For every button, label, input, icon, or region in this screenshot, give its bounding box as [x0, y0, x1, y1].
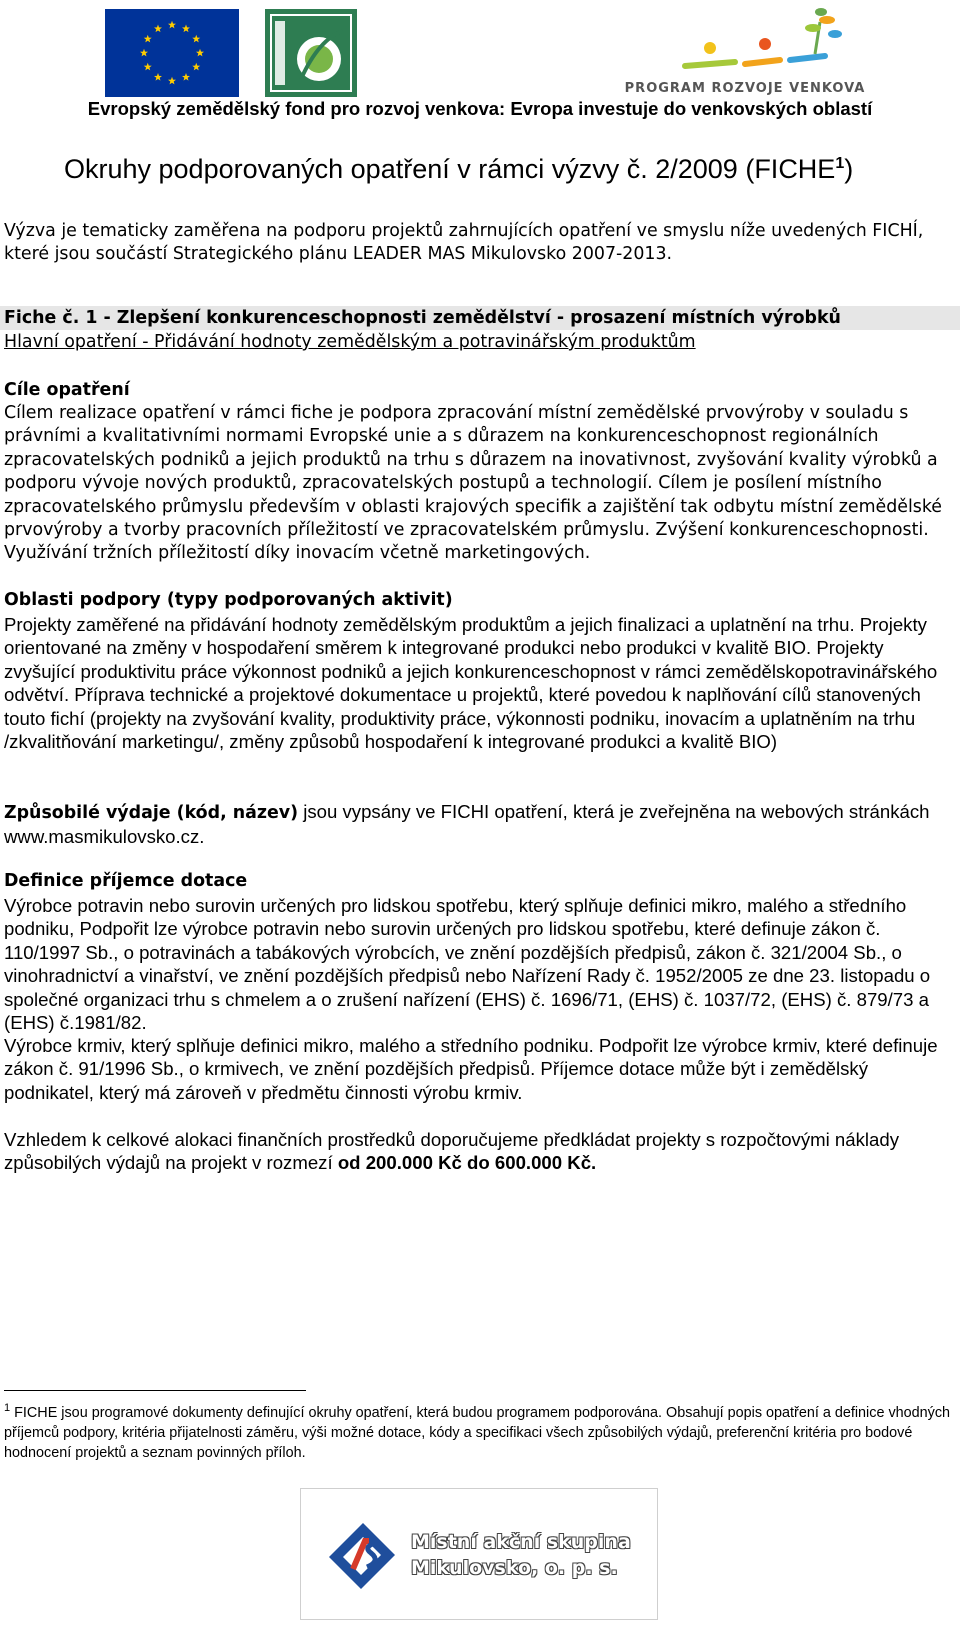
prv-emblem-icon: [615, 6, 875, 78]
eu-flag-logo: [105, 9, 239, 97]
recipient-heading: Definice příjemce dotace: [4, 871, 248, 891]
allocation-paragraph: [4, 1128, 954, 1175]
footnote-number: 1: [4, 1402, 11, 1414]
mas-logo-line-2: Mikulovsko, o. p. s.: [411, 1557, 618, 1579]
goals-heading: Cíle opatření: [4, 380, 130, 400]
main-measure: Hlavní opatření - Přidávání hodnoty zemědělským a potravinářským produktům: [4, 332, 696, 352]
header-logos: [0, 6, 960, 98]
mas-mikulovsko-logo: [300, 1488, 658, 1620]
recipient-paragraph-2: Výrobce krmiv, který splňuje definici mikro, malého a středního podniku. Podpořit lze výrobce krmiv, které definuje zákon č. 91/1996 Sb., o krmivech, ve znění pozdějších předpisů. Příjemce dotace může být i zemědělský podnikatel, který má zároveň v předmětu činnosti výrobu krmiv.: [4, 1035, 938, 1103]
fund-line: Evropský zemědělský fond pro rozvoj venkova: Evropa investuje do venkovských oblastí: [87, 98, 873, 119]
document-title: [64, 154, 944, 185]
footnote-divider: [4, 1390, 306, 1391]
mas-emblem-icon: [323, 1517, 401, 1595]
expenses-text: jsou vypsány ve FICHI opatření, která je zveřejněna na webových stránkách www.masmikulovsko.cz.: [4, 801, 930, 848]
prv-logo-text: PROGRAM ROZVOJE VENKOVA: [624, 81, 866, 96]
recipient-paragraph-1: Výrobce potravin nebo surovin určených pro lidskou spotřebu, který splňuje definici mikro, malého a středního podniku, Podpořit lze výrobce potravin nebo surovin určených pro lidskou spotřebu, které definuje zákon č. 110/1997 Sb., o potravinách a tabákových výrobcích, ve znění pozdějších předpisů, zákon č. 321/2004 Sb., o vinohradnictví a vinařství, ve znění pozdějších předpisů nebo Nařízení Rady č. 1952/2005 ze dne 23. listopadu o společné organizaci trhu s chmelem a o zrušení nařízení (EHS) č. 1696/71, (EHS) č. 1037/72, (EHS) č. 879/73 a (EHS) č.1981/82.: [4, 895, 931, 1034]
expenses-label: Způsobilé výdaje (kód, název): [4, 803, 299, 823]
areas-paragraph: Projekty zaměřené na přidávání hodnoty zemědělským produktům a jejich finalizaci a uplatnění na trhu. Projekty orientované na změny v hospodaření směrem k integrované produkci nebo produkci v kvalitě BIO. Projekty zvyšující produktivitu práce výkonnost podniků a jejich konkurenceschopnost v rámci zemědělskopotravinářského odvětví. Příprava technické a projektové dokumentace u projektů, které povedou k naplňování cílů stanovených touto fichí (projekty na zvyšování kvality, produktivity práce, výkonnosti podniku, inovacím a uplatněním na trhu /zkvalitňování marketingu/, změny způsobů hospodaření k integrované produkci a kvalitě BIO): [4, 614, 938, 753]
document-title-close: ): [844, 154, 854, 184]
allocation-range: od 200.000 Kč do 600.000 Kč.: [337, 1152, 597, 1174]
areas-heading: Oblasti podpory (typy podporovaných aktivit): [4, 590, 453, 610]
expenses-paragraph: [4, 800, 954, 849]
footnote-text: FICHE jsou programové dokumenty definující okruhy opatření, která budou programem podporována. Obsahují popis opatření a definice vhodných příjemců podpory, kritéria přijatelnosti záměru, výši možné dotace, kódy a specifikaci všech způsobilých výdajů, preferenční kritéria pro bodové hodnocení projektů a seznam povinných příloh.: [4, 1404, 951, 1461]
goals-paragraph: Cílem realizace opatření v rámci fiche je podpora zpracování místní zemědělské prvovýroby v souladu s právními a kvalitativními normami Evropské unie a s důrazem na konkurenceschopnost regionálních zpracovatelských podniků a jejich produktů na trhu s důrazem na inovativnost, zvyšování kvality výrobků a podporu vývoje nových produktů, zpracovatelských postupů a technologií. Cílem je posílení místního zpracovatelského průmyslu především v oblasti krajových specifik a zajištění tak odbytu místní zemědělské prvovýroby a tvorby pracovních příležitostí ve zpracovatelském průmyslu. Zvýšení konkurenceschopnosti. Využívání tržních příležitostí díky inovacím včetně marketingových.: [4, 403, 942, 564]
mas-logo-text: [411, 1529, 631, 1581]
footnote-reference[interactable]: 1: [835, 155, 845, 172]
fiche-heading-band: [0, 306, 960, 330]
fiche-heading: Fiche č. 1 - Zlepšení konkurenceschopnosti zemědělství - prosazení místních výrobků: [4, 308, 841, 328]
mas-logo-line-1: Místní akční skupina: [411, 1531, 631, 1553]
footnote: [4, 1398, 954, 1463]
program-rozvoje-venkova-logo: [615, 6, 875, 98]
intro-paragraph: Výzva je tematicky zaměřena na podporu projektů zahrnujících opatření ve smyslu níže uvedených FICHÍ, které jsou součástí Strategického plánu LEADER MAS Mikulovsko 2007-2013.: [4, 221, 924, 265]
leader-logo: [265, 9, 357, 97]
allocation-text: Vzhledem k celkové alokaci finančních prostředků doporučujeme předkládat projekty s rozpočtovými náklady způsobilých výdajů na projekt v rozmezí: [4, 1129, 900, 1174]
document-title-text: Okruhy podporovaných opatření v rámci výzvy č. 2/2009 (FICHE: [64, 154, 836, 184]
